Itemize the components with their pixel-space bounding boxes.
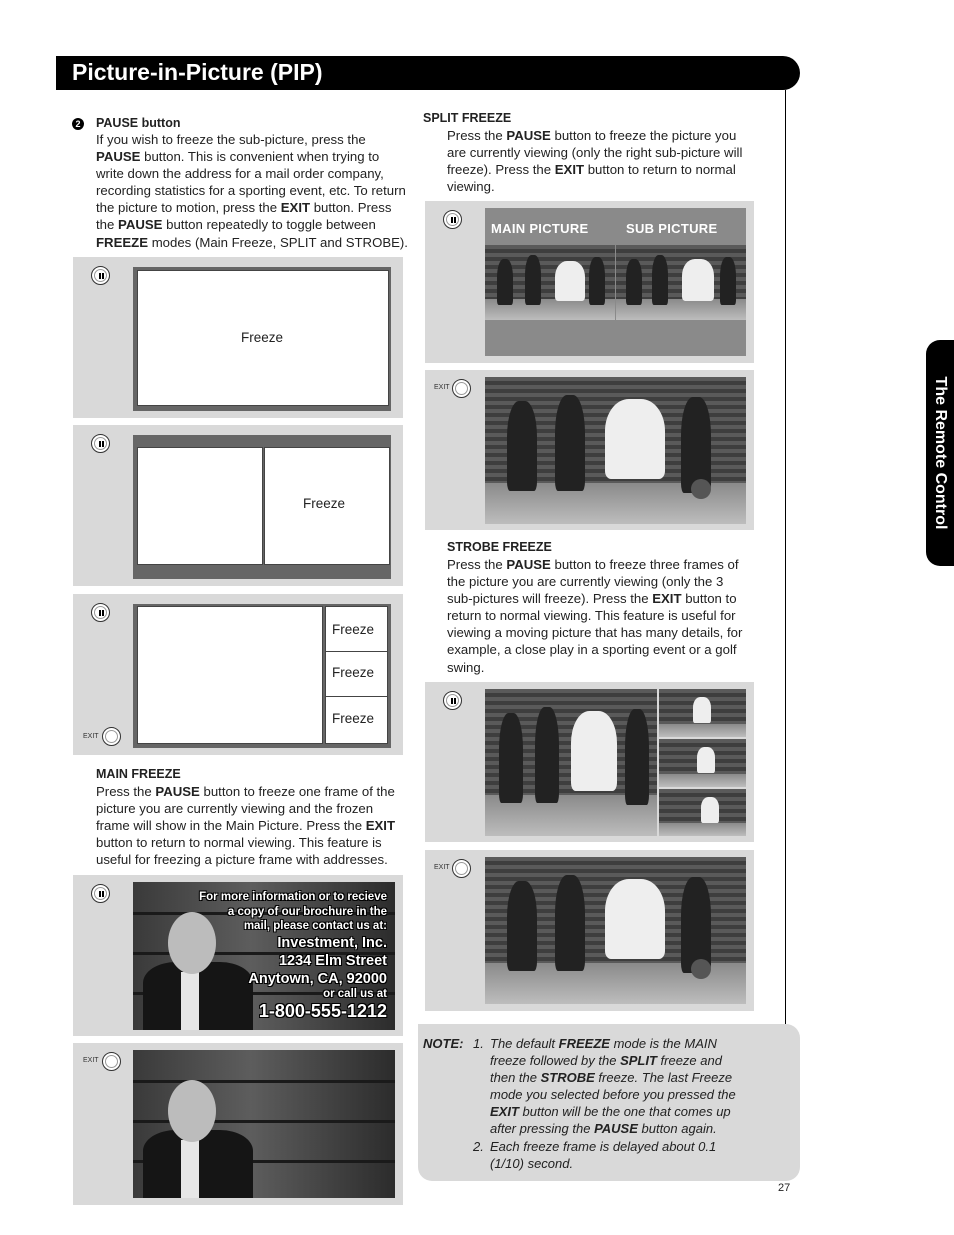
strobe-normal-view (425, 850, 754, 1011)
strobe-frame-3-photo (659, 789, 746, 836)
note-box (418, 1024, 800, 1181)
main-freeze-heading: MAIN FREEZE (96, 767, 181, 781)
exit-label: EXIT (83, 733, 99, 740)
freeze-label: Freeze (332, 665, 375, 680)
side-tab-label: The Remote Control (932, 376, 949, 530)
note-text-line: Each freeze frame is delayed about 0.1 (490, 1139, 717, 1154)
ad-line-2: a copy of our brochure in the (227, 905, 387, 918)
emphasis: PAUSE (506, 557, 551, 572)
pause-text-line: the PAUSE button repeatedly to toggle between (96, 217, 376, 233)
freeze-label: Freeze (332, 622, 375, 637)
split-freeze-example (425, 201, 754, 363)
strobe-frame-1-photo (659, 689, 746, 737)
freeze-label: Freeze (332, 711, 375, 726)
split-freeze-text-line: Press the PAUSE button to freeze the picture you (447, 128, 737, 143)
note-label: NOTE: (423, 1036, 464, 1051)
note-text-line: after pressing the PAUSE button again. (490, 1121, 717, 1137)
main-picture-photo (485, 245, 615, 320)
ad-line-3: mail, please contact us at: (243, 920, 387, 932)
businessman-photo (133, 1050, 395, 1198)
example-normal-view (73, 1043, 403, 1205)
sub-picture-label: SUB PICTURE (616, 208, 746, 245)
tv-screen (485, 208, 746, 356)
note-item-1 (490, 1035, 790, 1138)
main-freeze-description (96, 783, 408, 868)
freeze-label: Freeze (241, 330, 284, 345)
strobe-freeze-heading: STROBE FREEZE (447, 540, 552, 554)
side-tab (926, 340, 954, 566)
emphasis: EXIT (554, 162, 585, 178)
main-picture-photo (485, 689, 657, 836)
businessman-photo (133, 882, 395, 1030)
emphasis: FREEZE (96, 234, 149, 250)
emphasis: EXIT (365, 818, 396, 834)
exit-label: EXIT (434, 864, 450, 871)
exit-button-icon (452, 379, 471, 398)
pause-text-line: If you wish to freeze the sub-picture, press the (96, 132, 366, 147)
main-picture-area (137, 606, 323, 744)
note-text-line: then the STROBE freeze. The last Freeze (490, 1070, 733, 1086)
ad-city: Anytown, CA, 92000 (248, 970, 387, 987)
main-freeze-text-line: useful for freezing a picture frame with addresses. (96, 852, 388, 868)
column-divider (785, 90, 786, 1025)
sub-picture-photo (616, 245, 746, 320)
split-normal-view (425, 370, 754, 530)
strobe-frame-1 (325, 606, 388, 652)
note-text-line: The default FREEZE mode is the MAIN (490, 1036, 717, 1051)
main-picture-area (137, 270, 389, 406)
diagram-main-freeze (73, 257, 403, 418)
diagram-strobe-freeze (73, 594, 403, 755)
split-freeze-text-line: are currently viewing (only the right sub-picture will (447, 145, 743, 161)
note-text-line: (1/10) second. (490, 1156, 574, 1172)
exit-label: EXIT (83, 1057, 99, 1064)
pause-text-line: PAUSE button. This is convenient when trying to (96, 149, 380, 165)
emphasis: PAUSE (506, 128, 551, 143)
diagram-split-freeze (73, 425, 403, 586)
note-item-2 (490, 1138, 790, 1172)
note-item-2-number: 2. (473, 1139, 484, 1154)
note-item-1-number: 1. (473, 1036, 484, 1051)
emphasis: PAUSE (155, 784, 200, 799)
pause-description (96, 131, 408, 251)
split-freeze-text-line: freeze). Press the EXIT button to return to normal (447, 162, 736, 178)
main-picture-label: MAIN PICTURE (485, 208, 615, 245)
pause-button-icon (91, 884, 110, 903)
main-freeze-text-line: picture you are currently viewing and the frozen (96, 801, 374, 817)
emphasis: FREEZE (558, 1036, 610, 1051)
strobe-frame-2 (325, 651, 388, 697)
strobe-freeze-text-line: return to normal viewing. This feature is useful for (447, 608, 736, 624)
tv-screen (133, 435, 391, 579)
title-bar (56, 56, 800, 90)
strobe-freeze-description (447, 556, 759, 676)
strobe-freeze-text-line: swing. (447, 659, 485, 675)
pause-button-icon (443, 210, 462, 229)
ad-overlay (147, 890, 387, 1021)
tv-screen (133, 604, 391, 748)
ad-phone: 1-800-555-1212 (258, 1000, 387, 1021)
pause-heading: PAUSE button (96, 116, 181, 130)
emphasis: PAUSE (96, 149, 141, 165)
strobe-freeze-text-line: sub-pictures will freeze). Press the EXIT button to (447, 591, 737, 607)
emphasis: PAUSE (594, 1121, 638, 1137)
main-freeze-text-line: frame will show in the Main Picture. Press the EXIT (96, 818, 396, 834)
split-freeze-description (447, 127, 759, 195)
basketball-photo (485, 377, 746, 524)
sub-picture-area (264, 447, 390, 565)
strobe-freeze-text-line: viewing a moving picture that has many details, for (447, 625, 743, 641)
pause-text-line: recording statistics for a sporting event, etc. To return (96, 183, 406, 199)
ad-street: 1234 Elm Street (278, 952, 387, 969)
emphasis: SPLIT (620, 1053, 657, 1069)
ad-call: or call us at (323, 987, 387, 1000)
split-freeze-text-line: viewing. (447, 179, 495, 195)
emphasis: PAUSE (118, 217, 163, 233)
strobe-freeze-text-line: the picture you are currently viewing (only the 3 (447, 574, 724, 590)
main-freeze-text-line: button to return to normal viewing. This feature is (96, 835, 382, 851)
strobe-frame-2-photo (659, 739, 746, 787)
exit-button-icon (102, 727, 121, 746)
emphasis: EXIT (490, 1104, 519, 1120)
basketball-photo (485, 857, 746, 1004)
strobe-freeze-example (425, 682, 754, 842)
pause-button-icon (91, 266, 110, 285)
note-text-line: EXIT button will be the one that comes up (490, 1104, 731, 1120)
note-text-line: freeze followed by the SPLIT freeze and (490, 1053, 722, 1069)
main-picture-area (137, 447, 263, 565)
pause-text-line: write down the address for a mail order company, (96, 166, 384, 182)
emphasis: EXIT (280, 200, 311, 216)
strobe-frame-3 (325, 696, 388, 744)
strobe-freeze-text-line: example, a close play in a sporting event or a golf (447, 642, 737, 658)
step-number-badge: 2 (72, 118, 84, 130)
pause-button-icon (443, 691, 462, 710)
ad-company: Investment, Inc. (277, 934, 387, 951)
pause-text-line: the picture to motion, press the EXIT button. Press (96, 200, 392, 216)
page-title: Picture-in-Picture (PIP) (72, 59, 323, 85)
exit-button-icon (452, 859, 471, 878)
note-text-line: mode you selected before you pressed the (490, 1087, 736, 1103)
pause-button-icon (91, 603, 110, 622)
example-frozen-ad (73, 875, 403, 1036)
exit-button-icon (102, 1052, 121, 1071)
pause-button-icon (91, 434, 110, 453)
strobe-freeze-text-line: Press the PAUSE button to freeze three frames of (447, 557, 739, 572)
freeze-label: Freeze (303, 496, 346, 511)
emphasis: STROBE (540, 1070, 595, 1086)
tv-screen (133, 267, 391, 411)
pause-text-line: FREEZE modes (Main Freeze, SPLIT and STROBE). (96, 234, 408, 250)
page-number: 27 (778, 1182, 791, 1194)
ad-line-1: For more information or to recieve (199, 891, 387, 903)
split-freeze-heading: SPLIT FREEZE (423, 111, 512, 125)
main-freeze-text-line: Press the PAUSE button to freeze one frame of the (96, 784, 395, 799)
emphasis: EXIT (652, 591, 682, 607)
exit-label: EXIT (434, 384, 450, 391)
